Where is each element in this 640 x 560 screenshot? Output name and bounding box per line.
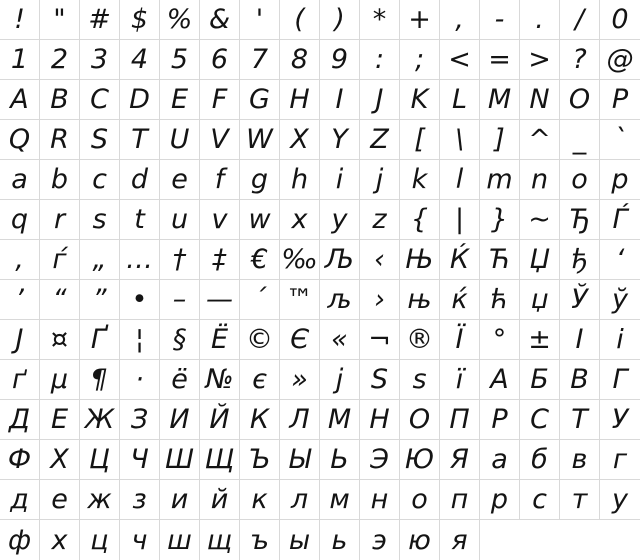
glyph-cell[interactable]: f xyxy=(200,160,240,200)
glyph-cell[interactable]: L xyxy=(440,80,480,120)
glyph-cell[interactable]: № xyxy=(200,360,240,400)
glyph-cell[interactable]: v xyxy=(200,200,240,240)
glyph-cell[interactable]: O xyxy=(560,80,600,120)
glyph-cell[interactable]: Я xyxy=(440,440,480,480)
glyph-cell[interactable]: | xyxy=(440,200,480,240)
glyph-cell[interactable]: c xyxy=(80,160,120,200)
glyph-cell[interactable]: П xyxy=(440,400,480,440)
glyph-cell[interactable]: ¶ xyxy=(80,360,120,400)
glyph-cell[interactable]: l xyxy=(440,160,480,200)
glyph-cell[interactable]: , xyxy=(440,0,480,40)
glyph-cell[interactable]: µ xyxy=(40,360,80,400)
glyph-cell[interactable]: S xyxy=(80,120,120,160)
glyph-cell[interactable]: E xyxy=(160,80,200,120)
glyph-cell[interactable]: : xyxy=(360,40,400,80)
glyph-cell[interactable]: a xyxy=(0,160,40,200)
glyph-cell[interactable]: з xyxy=(120,480,160,520)
glyph-cell[interactable]: 4 xyxy=(120,40,160,80)
glyph-cell[interactable]: ‰ xyxy=(280,240,320,280)
glyph-cell[interactable]: 0 xyxy=(600,0,640,40)
glyph-cell[interactable]: d xyxy=(120,160,160,200)
glyph-cell[interactable]: Р xyxy=(480,400,520,440)
glyph-cell[interactable]: ¦ xyxy=(120,320,160,360)
glyph-cell[interactable]: - xyxy=(480,0,520,40)
glyph-cell[interactable]: Ј xyxy=(0,320,40,360)
glyph-cell[interactable]: ‡ xyxy=(200,240,240,280)
glyph-cell[interactable]: K xyxy=(400,80,440,120)
glyph-cell[interactable]: Є xyxy=(280,320,320,360)
glyph-cell[interactable]: V xyxy=(200,120,240,160)
glyph-cell[interactable]: 6 xyxy=(200,40,240,80)
glyph-cell[interactable]: З xyxy=(120,400,160,440)
glyph-cell[interactable]: ‹ xyxy=(360,240,400,280)
glyph-cell[interactable]: g xyxy=(240,160,280,200)
glyph-cell[interactable]: M xyxy=(480,80,520,120)
glyph-cell[interactable]: б xyxy=(520,440,560,480)
glyph-cell[interactable]: b xyxy=(40,160,80,200)
glyph-cell[interactable]: ` xyxy=(600,120,640,160)
glyph-cell[interactable]: » xyxy=(280,360,320,400)
glyph-cell[interactable]: I xyxy=(320,80,360,120)
glyph-cell[interactable]: … xyxy=(120,240,160,280)
glyph-cell[interactable]: h xyxy=(280,160,320,200)
glyph-cell[interactable]: 3 xyxy=(80,40,120,80)
glyph-cell[interactable]: o xyxy=(560,160,600,200)
glyph-cell[interactable]: . xyxy=(520,0,560,40)
glyph-cell[interactable]: Ь xyxy=(320,440,360,480)
glyph-cell[interactable]: А xyxy=(480,360,520,400)
glyph-cell[interactable]: › xyxy=(360,280,400,320)
glyph-cell[interactable]: ѓ xyxy=(40,240,80,280)
glyph-cell[interactable]: / xyxy=(560,0,600,40)
glyph-cell[interactable]: ф xyxy=(0,520,40,560)
glyph-cell[interactable]: • xyxy=(120,280,160,320)
glyph-cell[interactable]: я xyxy=(440,520,480,560)
glyph-cell[interactable]: Ѕ xyxy=(360,360,400,400)
glyph-cell[interactable]: ґ xyxy=(0,360,40,400)
glyph-cell[interactable]: w xyxy=(240,200,280,240)
glyph-cell[interactable]: _ xyxy=(560,120,600,160)
glyph-cell[interactable]: ј xyxy=(320,360,360,400)
glyph-cell[interactable]: ы xyxy=(280,520,320,560)
glyph-cell[interactable]: н xyxy=(360,480,400,520)
glyph-cell[interactable]: Б xyxy=(520,360,560,400)
glyph-cell[interactable]: л xyxy=(280,480,320,520)
glyph-cell[interactable]: X xyxy=(280,120,320,160)
glyph-cell[interactable]: U xyxy=(160,120,200,160)
glyph-cell[interactable]: о xyxy=(400,480,440,520)
glyph-cell[interactable]: ® xyxy=(400,320,440,360)
glyph-cell[interactable]: j xyxy=(360,160,400,200)
glyph-cell[interactable]: Д xyxy=(0,400,40,440)
glyph-cell[interactable]: њ xyxy=(400,280,440,320)
glyph-cell[interactable]: [ xyxy=(400,120,440,160)
glyph-cell[interactable]: ў xyxy=(600,280,640,320)
glyph-cell[interactable]: Ъ xyxy=(240,440,280,480)
glyph-cell[interactable]: у xyxy=(600,480,640,520)
glyph-cell[interactable]: & xyxy=(200,0,240,40)
glyph-cell[interactable]: ќ xyxy=(440,280,480,320)
glyph-cell[interactable]: г xyxy=(600,440,640,480)
glyph-cell[interactable]: 2 xyxy=(40,40,80,80)
glyph-cell[interactable]: ђ xyxy=(560,240,600,280)
glyph-cell[interactable]: k xyxy=(400,160,440,200)
glyph-cell[interactable]: Ї xyxy=(440,320,480,360)
glyph-cell[interactable]: Ґ xyxy=(80,320,120,360)
glyph-cell[interactable]: ± xyxy=(520,320,560,360)
glyph-cell[interactable]: ѕ xyxy=(400,360,440,400)
glyph-cell[interactable]: О xyxy=(400,400,440,440)
glyph-cell[interactable]: ь xyxy=(320,520,360,560)
glyph-cell[interactable]: ї xyxy=(440,360,480,400)
glyph-cell[interactable]: P xyxy=(600,80,640,120)
glyph-cell[interactable]: ? xyxy=(560,40,600,80)
glyph-cell[interactable]: Ф xyxy=(0,440,40,480)
glyph-cell[interactable]: A xyxy=(0,80,40,120)
glyph-cell[interactable]: ¬ xyxy=(360,320,400,360)
glyph-cell[interactable]: ( xyxy=(280,0,320,40)
glyph-cell[interactable]: n xyxy=(520,160,560,200)
glyph-cell[interactable]: p xyxy=(600,160,640,200)
glyph-cell[interactable]: С xyxy=(520,400,560,440)
glyph-cell[interactable]: W xyxy=(240,120,280,160)
glyph-cell[interactable]: Н xyxy=(360,400,400,440)
glyph-cell[interactable]: э xyxy=(360,520,400,560)
glyph-cell[interactable]: © xyxy=(240,320,280,360)
glyph-cell[interactable]: € xyxy=(240,240,280,280)
glyph-cell[interactable]: і xyxy=(600,320,640,360)
glyph-cell[interactable]: ° xyxy=(480,320,520,360)
glyph-cell[interactable]: Ч xyxy=(120,440,160,480)
glyph-cell[interactable]: C xyxy=(80,80,120,120)
glyph-cell[interactable]: “ xyxy=(40,280,80,320)
glyph-cell[interactable]: ц xyxy=(80,520,120,560)
glyph-cell[interactable]: к xyxy=(240,480,280,520)
glyph-cell[interactable]: ъ xyxy=(240,520,280,560)
glyph-cell[interactable]: в xyxy=(560,440,600,480)
glyph-cell[interactable]: F xyxy=(200,80,240,120)
glyph-cell[interactable]: Ќ xyxy=(440,240,480,280)
glyph-cell[interactable]: Е xyxy=(40,400,80,440)
glyph-cell[interactable]: и xyxy=(160,480,200,520)
glyph-cell[interactable]: " xyxy=(40,0,80,40)
glyph-cell[interactable]: Г xyxy=(600,360,640,400)
empty-cell xyxy=(600,520,640,560)
glyph-cell[interactable]: H xyxy=(280,80,320,120)
glyph-cell[interactable]: ] xyxy=(480,120,520,160)
glyph-cell[interactable]: Ђ xyxy=(560,200,600,240)
glyph-cell[interactable]: * xyxy=(360,0,400,40)
glyph-cell[interactable]: ж xyxy=(80,480,120,520)
glyph-cell[interactable]: ‚ xyxy=(0,240,40,280)
glyph-cell[interactable]: > xyxy=(520,40,560,80)
glyph-cell[interactable]: Ћ xyxy=(480,240,520,280)
glyph-cell[interactable]: s xyxy=(80,200,120,240)
glyph-cell[interactable]: + xyxy=(400,0,440,40)
glyph-cell[interactable]: Ё xyxy=(200,320,240,360)
glyph-cell[interactable]: # xyxy=(80,0,120,40)
glyph-cell[interactable]: ’ xyxy=(0,280,40,320)
glyph-cell[interactable]: І xyxy=(560,320,600,360)
glyph-cell[interactable]: М xyxy=(320,400,360,440)
glyph-cell[interactable]: Й xyxy=(200,400,240,440)
glyph-cell[interactable]: ш xyxy=(160,520,200,560)
glyph-cell[interactable]: џ xyxy=(520,280,560,320)
glyph-cell[interactable]: q xyxy=(0,200,40,240)
glyph-cell[interactable]: Ш xyxy=(160,440,200,480)
glyph-cell[interactable]: м xyxy=(320,480,360,520)
glyph-cell[interactable]: Ў xyxy=(560,280,600,320)
glyph-cell[interactable]: @ xyxy=(600,40,640,80)
glyph-cell[interactable]: ё xyxy=(160,360,200,400)
glyph-cell[interactable]: р xyxy=(480,480,520,520)
glyph-cell[interactable]: \ xyxy=(440,120,480,160)
glyph-cell[interactable]: ) xyxy=(320,0,360,40)
glyph-cell[interactable]: Ю xyxy=(400,440,440,480)
glyph-cell[interactable]: д xyxy=(0,480,40,520)
glyph-cell[interactable]: щ xyxy=(200,520,240,560)
glyph-cell[interactable]: Z xyxy=(360,120,400,160)
glyph-cell[interactable]: § xyxy=(160,320,200,360)
glyph-cell[interactable]: } xyxy=(480,200,520,240)
glyph-cell[interactable]: — xyxy=(200,280,240,320)
glyph-cell[interactable]: { xyxy=(400,200,440,240)
glyph-cell[interactable]: u xyxy=(160,200,200,240)
glyph-cell[interactable]: Ц xyxy=(80,440,120,480)
glyph-cell[interactable]: „ xyxy=(80,240,120,280)
glyph-cell[interactable]: Э xyxy=(360,440,400,480)
glyph-cell[interactable]: е xyxy=(40,480,80,520)
glyph-cell[interactable]: є xyxy=(240,360,280,400)
glyph-cell[interactable]: Щ xyxy=(200,440,240,480)
glyph-cell[interactable]: – xyxy=(160,280,200,320)
glyph-cell[interactable]: 7 xyxy=(240,40,280,80)
glyph-cell[interactable]: Џ xyxy=(520,240,560,280)
glyph-cell[interactable]: z xyxy=(360,200,400,240)
glyph-cell[interactable]: п xyxy=(440,480,480,520)
glyph-cell[interactable]: e xyxy=(160,160,200,200)
glyph-cell[interactable]: ~ xyxy=(520,200,560,240)
glyph-cell[interactable]: Л xyxy=(280,400,320,440)
glyph-cell[interactable]: J xyxy=(360,80,400,120)
glyph-cell[interactable]: i xyxy=(320,160,360,200)
glyph-cell[interactable]: · xyxy=(120,360,160,400)
glyph-cell[interactable]: x xyxy=(280,200,320,240)
glyph-cell[interactable]: « xyxy=(320,320,360,360)
glyph-cell[interactable]: G xyxy=(240,80,280,120)
glyph-cell[interactable]: т xyxy=(560,480,600,520)
glyph-cell[interactable]: t xyxy=(120,200,160,240)
glyph-cell[interactable]: 1 xyxy=(0,40,40,80)
glyph-cell[interactable]: а xyxy=(480,440,520,480)
glyph-cell[interactable]: < xyxy=(440,40,480,80)
glyph-cell[interactable]: Y xyxy=(320,120,360,160)
glyph-cell[interactable]: Њ xyxy=(400,240,440,280)
glyph-cell[interactable]: й xyxy=(200,480,240,520)
glyph-cell[interactable]: T xyxy=(120,120,160,160)
glyph-cell[interactable]: ю xyxy=(400,520,440,560)
glyph-cell[interactable]: D xyxy=(120,80,160,120)
glyph-cell[interactable]: r xyxy=(40,200,80,240)
glyph-cell[interactable]: Ѓ xyxy=(600,200,640,240)
glyph-cell[interactable]: 9 xyxy=(320,40,360,80)
empty-cell xyxy=(560,520,600,560)
glyph-cell[interactable]: Ы xyxy=(280,440,320,480)
glyph-cell[interactable]: = xyxy=(480,40,520,80)
glyph-cell[interactable]: Х xyxy=(40,440,80,480)
glyph-cell[interactable]: y xyxy=(320,200,360,240)
glyph-cell[interactable]: У xyxy=(600,400,640,440)
glyph-cell[interactable]: Q xyxy=(0,120,40,160)
glyph-cell[interactable]: ч xyxy=(120,520,160,560)
glyph-cell[interactable]: ; xyxy=(400,40,440,80)
glyph-cell[interactable]: % xyxy=(160,0,200,40)
glyph-cell[interactable]: ´ xyxy=(240,280,280,320)
empty-cell xyxy=(520,520,560,560)
glyph-cell[interactable]: К xyxy=(240,400,280,440)
glyph-cell[interactable]: m xyxy=(480,160,520,200)
glyph-cell[interactable]: ! xyxy=(0,0,40,40)
glyph-cell[interactable]: с xyxy=(520,480,560,520)
glyph-cell[interactable]: љ xyxy=(320,280,360,320)
glyph-cell[interactable]: ћ xyxy=(480,280,520,320)
glyph-cell[interactable]: В xyxy=(560,360,600,400)
glyph-cell[interactable]: R xyxy=(40,120,80,160)
glyph-cell[interactable]: Љ xyxy=(320,240,360,280)
glyph-cell[interactable]: 5 xyxy=(160,40,200,80)
glyph-cell[interactable]: † xyxy=(160,240,200,280)
glyph-cell[interactable]: N xyxy=(520,80,560,120)
glyph-cell[interactable]: $ xyxy=(120,0,160,40)
glyph-cell[interactable]: И xyxy=(160,400,200,440)
glyph-cell[interactable]: Т xyxy=(560,400,600,440)
glyph-cell[interactable]: ‘ xyxy=(600,240,640,280)
glyph-cell[interactable]: ™ xyxy=(280,280,320,320)
glyph-cell[interactable]: ” xyxy=(80,280,120,320)
glyph-cell[interactable]: 8 xyxy=(280,40,320,80)
glyph-cell[interactable]: B xyxy=(40,80,80,120)
glyph-cell[interactable]: х xyxy=(40,520,80,560)
glyph-cell[interactable]: ' xyxy=(240,0,280,40)
empty-cell xyxy=(480,520,520,560)
glyph-cell[interactable]: ^ xyxy=(520,120,560,160)
glyph-cell[interactable]: ¤ xyxy=(40,320,80,360)
glyph-cell[interactable]: Ж xyxy=(80,400,120,440)
